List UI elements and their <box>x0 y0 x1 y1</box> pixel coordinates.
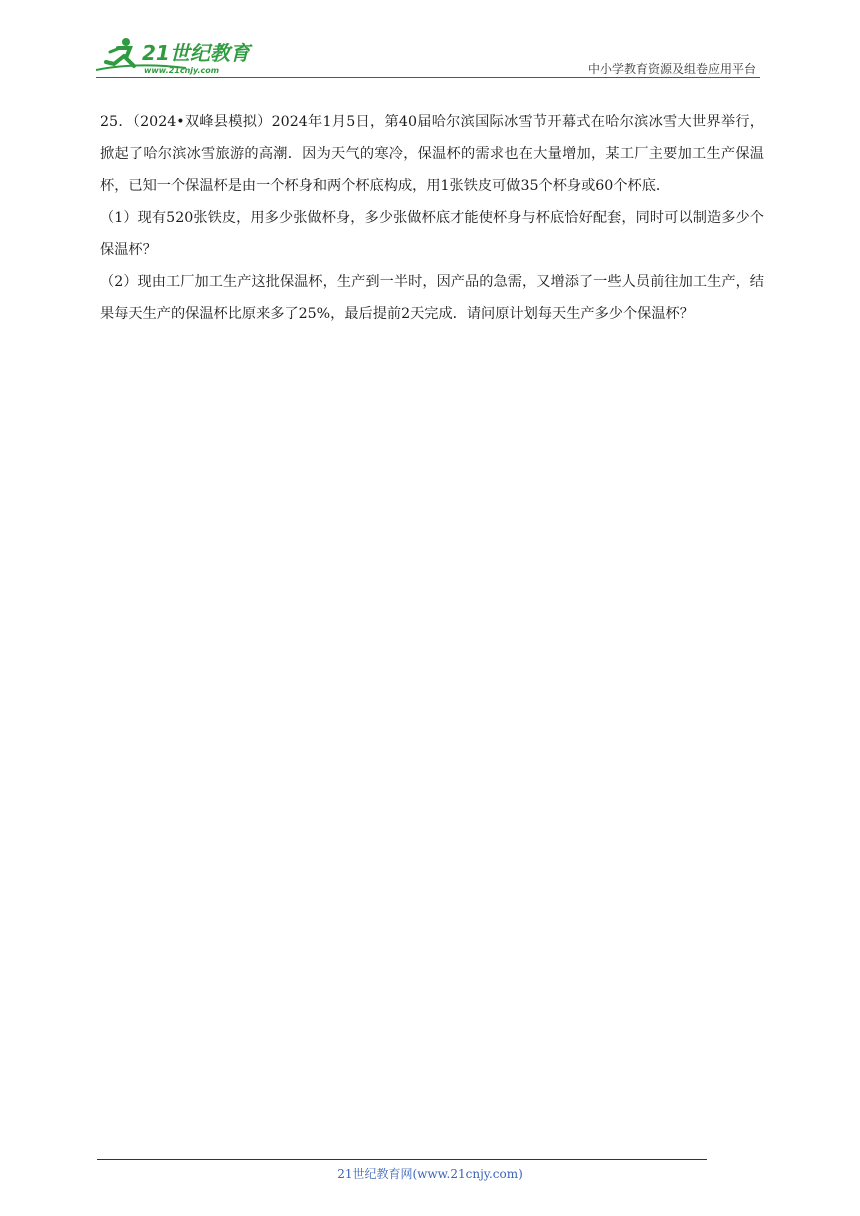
site-logo <box>96 36 266 76</box>
svg-text:21世纪教育: 21世纪教育 <box>142 41 250 65</box>
header-divider <box>96 77 760 78</box>
svg-text:www.21cnjy.com: www.21cnjy.com <box>144 66 220 75</box>
question-stem <box>100 106 764 202</box>
footer-link[interactable]: 21世纪教育网(www.21cnjy.com) <box>337 1167 523 1181</box>
question-block <box>100 106 764 330</box>
question-text: 2024年1月5日，第40届哈尔滨国际冰雪节开幕式在哈尔滨冰雪大世界举行，掀起了哈尔滨冰雪旅游的高潮．因为天气的寒冷，保温杯的需求也在大量增加，某工厂主要加工生产保温杯，已知一个保温杯是由一个杯身和两个杯底构成，用1张铁皮可做35个杯身或60个杯底． <box>100 114 764 194</box>
question-part-2: （2）现由工厂加工生产这批保温杯，生产到一半时，因产品的急需，又增添了一些人员前往加工生产，结果每天生产的保温杯比原来多了25%，最后提前2天完成．请问原计划每天生产多少个保温杯？ <box>100 274 764 322</box>
page-header <box>96 30 760 80</box>
question-number: 25．（2024•双峰县模拟） <box>100 114 272 130</box>
question-part-1: （1）现有520张铁皮，用多少张做杯身，多少张做杯底才能使杯身与杯底恰好配套，同时可以制造多少个保温杯？ <box>100 210 764 258</box>
platform-name: 中小学教育资源及组卷应用平台 <box>587 62 756 76</box>
footer-divider <box>97 1159 707 1160</box>
